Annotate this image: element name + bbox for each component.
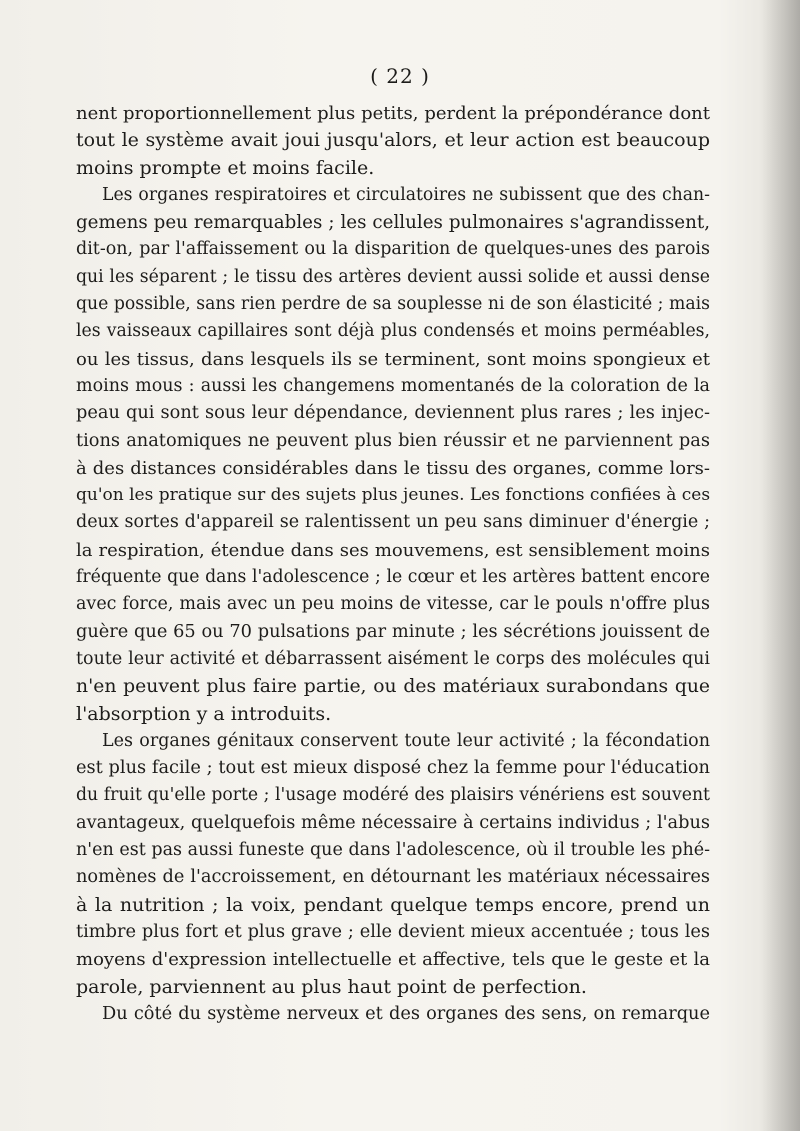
body-text xyxy=(76,100,710,1028)
text-line: à des distances considérables dans le tissu des organes, comme lors- xyxy=(76,457,710,479)
text-line: deux sortes d'appareil se ralentissent un peu sans diminuer d'énergie ; xyxy=(76,512,710,533)
text-line: toute leur activité et débarrassent aisément le corps des molécules qui xyxy=(76,648,710,669)
text-line: gemens peu remarquables ; les cellules pulmonaires s'agrandissent, xyxy=(76,212,710,234)
text-line: est plus facile ; tout est mieux disposé chez la femme pour l'éducation xyxy=(76,758,710,779)
text-line: moins prompte et moins facile. xyxy=(76,156,375,179)
text-line: que possible, sans rien perdre de sa souplesse ni de son élasticité ; mais xyxy=(76,294,710,315)
text-line: moyens d'expression intellectuelle et affective, tels que le geste et la xyxy=(76,949,710,971)
text-line: avec force, mais avec un peu moins de vitesse, car le pouls n'offre plus xyxy=(76,594,710,615)
text-line: n'en est pas aussi funeste que dans l'adolescence, où il trouble les phé- xyxy=(76,840,710,861)
text-line: ou les tissus, dans lesquels ils se terminent, sont moins spongieux et xyxy=(76,348,710,370)
text-line: peau qui sont sous leur dépendance, deviennent plus rares ; les injec- xyxy=(76,403,710,424)
text-line: l'absorption y a introduits. xyxy=(76,702,332,725)
text-line: Du côté du système nerveux et des organes des sens, on remarque xyxy=(102,1003,710,1024)
text-line: n'en peuvent plus faire partie, ou des matériaux surabondans que xyxy=(76,676,710,698)
text-line: timbre plus fort et plus grave ; elle devient mieux accentuée ; tous les xyxy=(76,921,710,942)
text-line: les vaisseaux capillaires sont déjà plus condensés et moins perméables, xyxy=(76,321,710,342)
text-line: guère que 65 ou 70 pulsations par minute ; les sécrétions jouissent de xyxy=(76,621,710,642)
text-line: Les organes génitaux conservent toute leur activité ; la fécondation xyxy=(102,730,710,751)
text-line: qu'on les pratique sur des sujets plus jeunes. Les fonctions confiées à ces xyxy=(76,485,711,506)
page-edge-shadow xyxy=(760,0,800,1131)
text-line: qui les séparent ; le tissu des artères devient aussi solide et aussi dense xyxy=(76,266,710,287)
text-line: tout le système avait joui jusqu'alors, et leur action est beaucoup xyxy=(76,129,710,152)
text-line: parole, parviennent au plus haut point de perfection. xyxy=(76,975,587,998)
page-number: ( 22 ) xyxy=(370,64,430,88)
text-line: Les organes respiratoires et circulatoires ne subissent que des chan- xyxy=(102,184,710,205)
text-line: à la nutrition ; la voix, pendant quelque temps encore, prend un xyxy=(76,893,710,916)
text-line: tions anatomiques ne peuvent plus bien réussir et ne parviennent pas xyxy=(76,430,710,451)
text-line: moins mous : aussi les changemens momentanés de la coloration de la xyxy=(76,375,710,396)
text-line: nent proportionnellement plus petits, perdent la prépondérance dont xyxy=(76,103,710,124)
text-line: fréquente que dans l'adolescence ; le cœur et les artères battent encore xyxy=(76,567,710,588)
text-line: la respiration, étendue dans ses mouvemens, est sensiblement moins xyxy=(76,539,710,561)
text-line: dit-on, par l'affaissement ou la disparition de quelques-unes des parois xyxy=(76,239,710,260)
text-line: nomènes de l'accroissement, en détournant les matériaux nécessaires xyxy=(76,867,710,888)
text-line: avantageux, quelquefois même nécessaire à certains individus ; l'abus xyxy=(76,812,710,833)
text-line: du fruit qu'elle porte ; l'usage modéré des plaisirs vénériens est souvent xyxy=(76,785,710,806)
